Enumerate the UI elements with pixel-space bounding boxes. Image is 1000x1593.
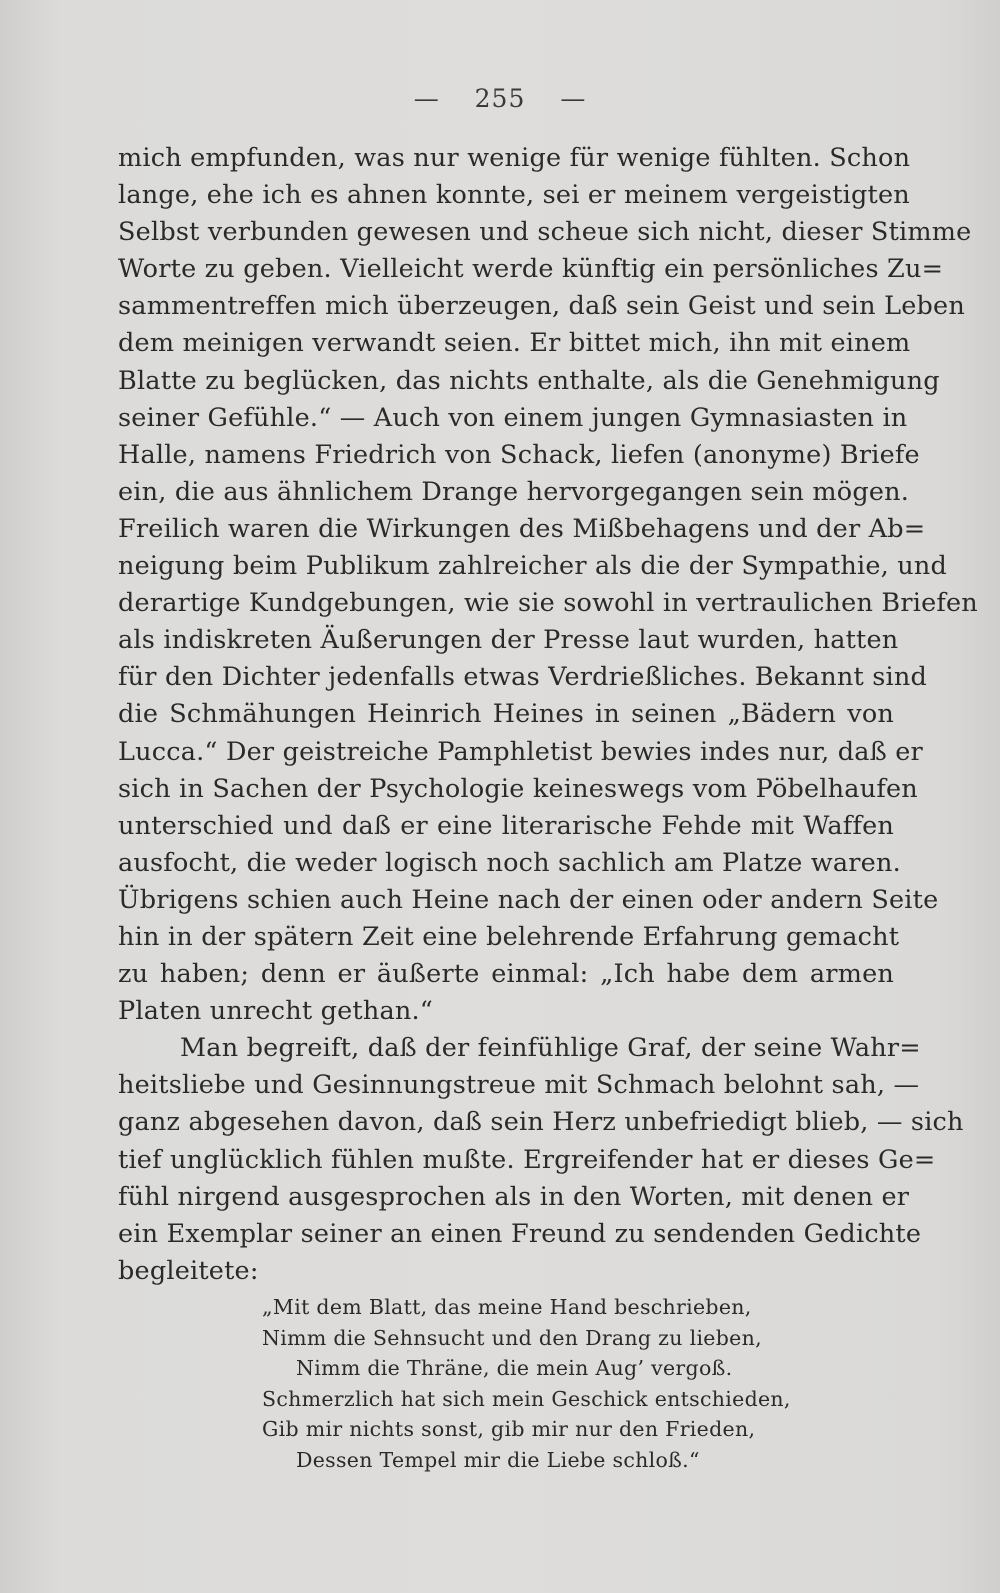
- page-number: 255: [474, 84, 526, 113]
- text-line: ausfocht, die weder logisch noch sachlich am Platze waren.: [118, 847, 901, 878]
- text-line: derartige Kundgebungen, wie sie sowohl in vertraulichen Briefen: [118, 588, 978, 619]
- poem-line: Nimm die Sehnsucht und den Drang zu lieben,: [262, 1325, 762, 1350]
- text-line: Worte zu geben. Vielleicht werde künftig ein persönliches Zu=: [118, 254, 944, 285]
- text-line: tief unglücklich fühlen mußte. Ergreifender hat er dieses Ge=: [118, 1144, 936, 1175]
- poem-quote: [0, 1292, 1000, 1475]
- text-line: mich empfunden, was nur wenige für wenige fühlten. Schon: [118, 143, 911, 173]
- body-text: [118, 140, 978, 1290]
- text-line: Platen unrecht gethan.“: [118, 996, 434, 1027]
- text-line: unterschied und daß er eine literarische Fehde mit Waffen: [118, 810, 894, 841]
- text-line: Man begreift, daß der feinfühlige Graf, der seine Wahr=: [180, 1033, 921, 1064]
- text-line: ein Exemplar seiner an einen Freund zu sendenden Gedichte: [118, 1218, 922, 1249]
- text-line: Blatte zu beglücken, das nichts enthalte, als die Genehmigung: [118, 365, 940, 396]
- text-line: hin in der spätern Zeit eine belehrende Erfahrung gemacht: [118, 921, 900, 952]
- text-line: sich in Sachen der Psychologie keineswegs vom Pöbelhaufen: [118, 773, 918, 804]
- poem-line: Schmerzlich hat sich mein Geschick entschieden,: [262, 1386, 791, 1411]
- text-line: Übrigens schien auch Heine nach der einen oder andern Seite: [118, 884, 939, 915]
- header-dash-left: —: [413, 84, 440, 113]
- poem-line: Gib mir nichts sonst, gib mir nur den Frieden,: [262, 1417, 756, 1441]
- text-line: heitsliebe und Gesinnungstreue mit Schmach belohnt sah, —: [118, 1070, 920, 1101]
- text-line: ein, die aus ähnlichem Drange hervorgegangen sein mögen.: [118, 476, 910, 507]
- poem-line: Dessen Tempel mir die Liebe schloß.“: [296, 1447, 700, 1472]
- text-line: zu haben; denn er äußerte einmal: „Ich habe dem armen: [118, 959, 894, 990]
- text-line: für den Dichter jedenfalls etwas Verdrießliches. Bekannt sind: [118, 662, 928, 693]
- text-line: Freilich waren die Wirkungen des Mißbehagens und der Ab=: [118, 513, 926, 544]
- text-line: dem meinigen verwandt seien. Er bittet mich, ihn mit einem: [118, 328, 911, 359]
- text-line: begleitete:: [118, 1255, 259, 1286]
- text-line: ganz abgesehen davon, daß sein Herz unbefriedigt blieb, — sich: [118, 1107, 964, 1138]
- text-line: fühl nirgend ausgesprochen als in den Worten, mit denen er: [118, 1181, 910, 1212]
- poem-line: „Mit dem Blatt, das meine Hand beschrieben,: [262, 1295, 752, 1319]
- text-line: als indiskreten Äußerungen der Presse laut wurden, hatten: [118, 625, 899, 656]
- text-line: sammentreffen mich überzeugen, daß sein Geist und sein Leben: [118, 291, 965, 322]
- text-line: Lucca.“ Der geistreiche Pamphletist bewies indes nur, daß er: [118, 736, 923, 767]
- text-line: lange, ehe ich es ahnen konnte, sei er meinem vergeistigten: [118, 180, 910, 211]
- text-line: Halle, namens Friedrich von Schack, liefen (anonyme) Briefe: [118, 439, 920, 470]
- text-line: Selbst verbunden gewesen und scheue sich nicht, dieser Stimme: [118, 217, 972, 248]
- poem-line: Nimm die Thräne, die mein Aug’ vergoß.: [296, 1356, 733, 1380]
- header-dash-right: —: [560, 84, 587, 113]
- text-line: die Schmähungen Heinrich Heines in seinen „Bädern von: [118, 699, 894, 730]
- page-header: [0, 84, 1000, 113]
- text-line: neigung beim Publikum zahlreicher als die der Sympathie, und: [118, 551, 948, 582]
- text-line: seiner Gefühle.“ — Auch von einem jungen Gymnasiasten in: [118, 402, 908, 433]
